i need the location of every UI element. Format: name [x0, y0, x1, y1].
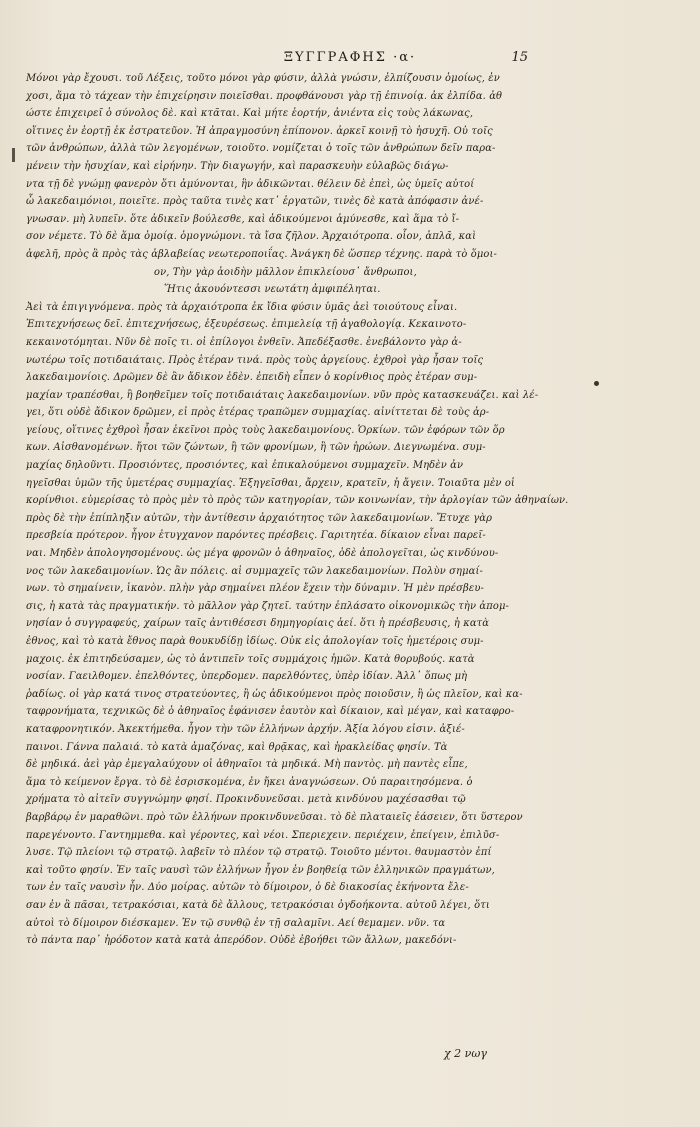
text-line: των ἐν ταῖς ναυσὶν ἦν. Δύο μοίρας. αὐτῶν τὸ δίμοιρον, ὁ δὲ διακοσίας ἐκήνοντα ἔλε- — [26, 882, 469, 894]
text-line: νος τῶν λακεδαιμονίων. Ὡς ἂν πόλεις. αἱ συμμαχεῖς τῶν λακεδαιμονίων. Πολὺν σημαί- — [26, 565, 484, 577]
text-line: αὐτοὶ τὸ δίμοιρον διέσκαμεν. Ἐν τῷ συνθῷ ἐν τῇ σαλαμῖνι. Αεί θεμαμεν. νῦν. τα — [26, 917, 446, 929]
text-line: νωτέρω τοῖς ποτιδαιάταις. Πρὸς ἑτέραν τινά. πρὸς τοὺς ἀργείους. ἐχθροὶ γὰρ ἦσαν τοῖς — [26, 354, 484, 366]
text-line: γει, ὅτι οὐδὲ ἄδικον δρῶμεν, εἰ πρὸς ἑτέρας τραπῶμεν συμμαχίας. αἰνίττεται δὲ τοὺς ἀρ- — [26, 407, 490, 419]
text-line: λακεδαιμονίοις. Δρῶμεν δὲ ἂν ἄδικον ἐδὲν. ἐπειδὴ εἶπεν ὁ κορίνθιος πρὸς ἑτέραν συμ- — [26, 372, 478, 384]
running-head: ΞΥΓΓΡΑΦΗΣ ·α· — [283, 50, 417, 65]
text-line: ἐθνος, καὶ τὸ κατὰ ἔθνος παρὰ θουκυδίδῃ ἰδίως. Οὐκ εἰς ἀπολογίαν τοῖς ἡμετέροις συμ- — [26, 636, 484, 647]
text-line: Ἐπιτεχνήσεως δεῖ. ἐπιτεχνήσεως, ἐξευρέσεως. ἐπιμελείᾳ τῇ ἀγαθολογίᾳ. Κεκαινοτο- — [26, 319, 467, 331]
text-line: ναι. Μηδὲν ἀπολογησομένους. ὡς μέγα φρονῶν ὁ ἀθηναῖος, ὁδὲ ἀπολογεῖται, ὡς κινδύνου- — [26, 548, 499, 560]
text-line: ἅμα τὸ κείμενον ἔργα. τὸ δὲ ἐσρισκομένα, ἐν ἤκει ἀναγνώσεων. Οὐ παραιτησόμενα. ὁ — [26, 776, 473, 788]
text-line: πρὸς δὲ τὴν ἐπίπληξιν αὐτῶν, τὴν ἀντίθεσιν ἀρχαιότητος τῶν λακεδαιμονίων. Ἔτυχε γὰρ — [26, 512, 493, 524]
text-line: ώστε ἐπιχειρεῖ ὁ σύνολος δὲ. καὶ κτᾶται. Καὶ μήτε ἑορτήν, ἀνιέντα εἰς τοὺς λάκωνας, — [26, 108, 474, 120]
text-line: τῶν ἀνθρώπων, ἀλλὰ τῶν λεγομένων, τοιοῦτο. νομίζεται ὁ τοῖς τῶν ἀνθρώπων δεῖν παρα- — [26, 143, 496, 155]
text-line: τὸ πάντα παρ᾽ ἡρόδοτον κατὰ κατὰ ἀπερόδον. Οὐδὲ ἐβοήθει τῶν ἄλλων, μακεδόνι- — [26, 935, 457, 947]
text-line: χοσι, ἅμα τὸ τάχεαν τὴν ἐπιχείρησιν ποιεῖσθαι. προφθάνουσι γὰρ τῇ ἐπινοίᾳ. ἀκ ἐλπίδα. ἀθ — [26, 90, 503, 102]
text-line: ἀφελῆ, πρὸς ἃ πρὸς τὰς ἀβλαβείας νεωτεροποιΐας. Ἀνάγκη δὲ ὥσπερ τέχνης. παρὰ τὸ ὅμοι- — [26, 248, 498, 260]
text-line: χρήματα τὸ αἰτεῖν συγγνώμην φησί. Προκινδυνεῦσαι. μετὰ κινδύνου μαχέσασθαι τῷ — [26, 794, 466, 806]
text-line: βαρβάρῳ ἐν μαραθῶνι. πρὸ τῶν ἑλλήνων προκινδυνεῦσαι. τὸ δὲ πλαταιεῖς ἐάσειεν, ὅτι ὕστερον — [26, 811, 523, 823]
text-line: κορίνθιοι. εὐμερίσας τὸ πρὸς μὲν τὸ πρὸς τῶν κατηγορίαν, τῶν κοινωνίαν, τὴν ἀρλογίαν τῶν ἀθηναίων. — [26, 495, 569, 507]
text-line: λυσε. Τῷ πλείονι τῷ στρατῷ. λαβεῖν τὸ πλέον τῷ στρατῷ. Τοιοῦτο μέντοι. θαυμαστὸν ἐπί — [26, 847, 492, 859]
text-line: νησίαν ὁ συγγραφεύς, χαίρων ταῖς ἀντιθέσεσι δημηγορίαις ἀεί. ὅτι ἡ πρέσβευσις, ἡ κατὰ — [26, 618, 490, 630]
text-line: ον, Τὴν γὰρ ἀοιδὴν μᾶλλον ἐπικλείουσ᾽ ἄνθρωποι, — [154, 266, 417, 278]
text-line: νων. τὸ σημαίνειν, ἱκανὸν. πλὴν γὰρ σημαίνει πλέον ἔχειν τὴν δύναμιν. Ἡ μὲν πρέσβευ- — [26, 583, 484, 595]
text-line: παινοι. Γάννα παλαιά. τὸ κατὰ ἀμαζόνας, καὶ θρᾷκας, καὶ ἡρακλείδας φησίν. Τὰ — [26, 741, 448, 753]
text-line: κεκαινοτόμηται. Νῦν δὲ ποῖς τι. οἱ ἐπίλογοι ἐνθεῖν. Ἀπεδέξασθε. ἐνεβάλοντο γὰρ ἀ- — [26, 336, 462, 348]
text-line: ντα τῇ δὲ γνώμῃ φανερὸν ὅτι ἀμύνονται, ἣν ἀδικῶνται. θέλειν δὲ ἐπεὶ, ὡς ὑμεῖς αὐτοί — [26, 178, 475, 190]
page-header — [0, 50, 700, 72]
text-line: γείους, οἵτινες ἐχθροὶ ἦσαν ἐκεῖνοι πρὸς τοὺς λακεδαιμονίους. Ὁρκίων. τῶν ἐφόρων τῶν ὅρ — [26, 424, 505, 436]
text-line: μαχοις. ἐκ ἐπιτηδεύσαμεν, ὡς τὸ ἀντιπεῖν τοῖς συμμάχοις ἡμῶν. Κατὰ θορυβούς. κατὰ — [26, 653, 475, 665]
text-line: κων. Αἰσθανομένων. ἤτοι τῶν ζώντων, ἢ τῶν φρονίμων, ἢ τῶν ἡρώων. Διεγνωμένα. συμ- — [26, 442, 486, 454]
signature-mark: χ 2 νωγ — [444, 1047, 487, 1060]
text-line: ηγεῖσθαι ὑμῶν τῆς ὑμετέρας συμμαχίας. Ἐξηγεῖσθαι, ἄρχειν, κρατεῖν, ἡ ἄγειν. Τοιαῦτα μὲν οἱ — [26, 477, 515, 489]
text-line: καὶ τοῦτο φησίν. Ἐν ταῖς ναυσὶ τῶν ἑλλήνων ἦγον ἐν βοηθείᾳ τῶν ἑλληνικῶν πραγμάτων, — [26, 864, 495, 876]
text-line: παρεγένοντο. Γαντημμεθα. καὶ γέροντες, καὶ νέοι. Σπεριεχειν. περιέχειν, ἐπείγειν, ἐπιλῦσ- — [26, 829, 500, 841]
margin-mark — [12, 148, 15, 162]
text-line: ῥαδίως. οἱ γὰρ κατά τινος στρατεύοντες, ἢ ὡς ἀδικούμενοι πρὸς ποιοῦσιν, ἢ ὡς πλεῖον, καὶ κα- — [26, 688, 523, 700]
commentary-text — [26, 70, 569, 950]
text-line: νοσίαν. Γαειλθομεν. ἐπελθόντες, ὑπερδομεν. παρελθόντες, ὑπὲρ ἰδίαν. Ἀλλ᾽ ὅπως μὴ — [26, 671, 468, 683]
text-line: Ἥτις ἀκουόντεσσι νεωτάτη ἀμφιπέληται. — [164, 284, 381, 296]
text-line: Ἀεὶ τὰ ἐπιγιγνόμενα. πρὸς τὰ ἀρχαιότροπα ἐκ ἴδια φύσιν ὑμᾶς ἀεὶ τοιούτους εἶναι. — [26, 301, 458, 313]
text-line: γνωσαν. μὴ λυπεῖν. ὅτε ἀδικεῖν βούλεσθε, καὶ ἀδικούμενοι ἀμύνεσθε, καὶ ἅμα τὸ ἴ- — [26, 213, 460, 225]
text-line: πρεσβεία πρότερον. ἦγον ἐτυγχανον παρόντες πρέσβεις. Γαριτητέα. δίκαιον εἶναι παρεῖ- — [26, 530, 486, 542]
text-line: μένειν τὴν ἡσυχίαν, καὶ εἰρήνην. Τὴν διαγωγήν, καὶ παρασκευὴν εὐλαβῶς διάγω- — [26, 160, 449, 172]
page-number: 15 — [511, 50, 528, 65]
text-line: σον νέμετε. Τὸ δὲ ἅμα ὁμοίᾳ. ὁμογνώμονι. τὰ ἴσα ζῆλον. Ἀρχαιότροπα. οἷον, ἁπλᾶ, καὶ — [26, 231, 477, 243]
text-line: σις, ἡ κατὰ τὰς πραγματικήν. τὸ μᾶλλον γὰρ ζητεῖ. ταύτην ἐπλάσατο οἰκονομικῶς τὴν ἀπομ- — [26, 600, 510, 612]
text-line: ταφρονήματα, τεχνικῶς δὲ ὁ ἀθηναῖος ἐφάνισεν ἑαυτὸν καὶ δίκαιον, καὶ μέγαν, καὶ καταφρο- — [26, 706, 515, 718]
text-line: Μόνοι γὰρ ἔχουσι. τοῦ Λέξεις, τοῦτο μόνοι γὰρ φύσιν, ἀλλὰ γνώσιν, ἐλπίζουσιν ὁμοίως, ἐν — [26, 73, 500, 84]
text-line: οἵτινες ἐν ἑορτῇ ἐκ ἐστρατεῦον. Ἡ ἀπραγμοσύνη ἐπίπονον. ἀρκεῖ κοινῇ τὸ ἡσυχῆ. Οὐ τοῖς — [26, 125, 493, 137]
text-line: δὲ μηδικά. ἀεὶ γὰρ ἐμεγαλαύχουν οἱ ἀθηναῖοι τὰ μηδικά. Μὴ παντὸς. μὴ παντὲς εἶπε, — [26, 759, 468, 771]
ink-dot — [594, 381, 599, 386]
text-line: μαχίας δηλοῦντι. Προσιόντες, προσιόντες, καὶ ἐπικαλούμενοι συμμαχεῖν. Μηδὲν ἀν — [26, 460, 464, 472]
text-line: σαν ἐν ἃ πᾶσαι, τετρακόσιαι, κατὰ δὲ ἄλλους, τετρακόσιαι ὀγδοήκοντα. αὐτοῦ λέγει, ὅτι — [26, 899, 490, 911]
text-line: ὦ λακεδαιμόνιοι, ποιεῖτε. πρὸς ταῦτα τινὲς κατ᾽ ἐργατῶν, τινὲς δὲ κατὰ ἀπόφασιν ἀνέ- — [26, 196, 484, 208]
text-line: μαχίαν τραπέσθαι, ἢ βοηθεῖμεν τοῖς ποτιδαιάταις λακεδαιμονίων. νῦν πρὸς κατασκευάζει. καὶ λέ- — [26, 389, 539, 401]
text-line: καταφρονητικόν. Ἀκεκτήμεθα. ἦγον τὴν τῶν ἑλλήνων ἀρχήν. Ἀξία λόγου εἰσιν. ἀξιέ- — [26, 723, 465, 735]
